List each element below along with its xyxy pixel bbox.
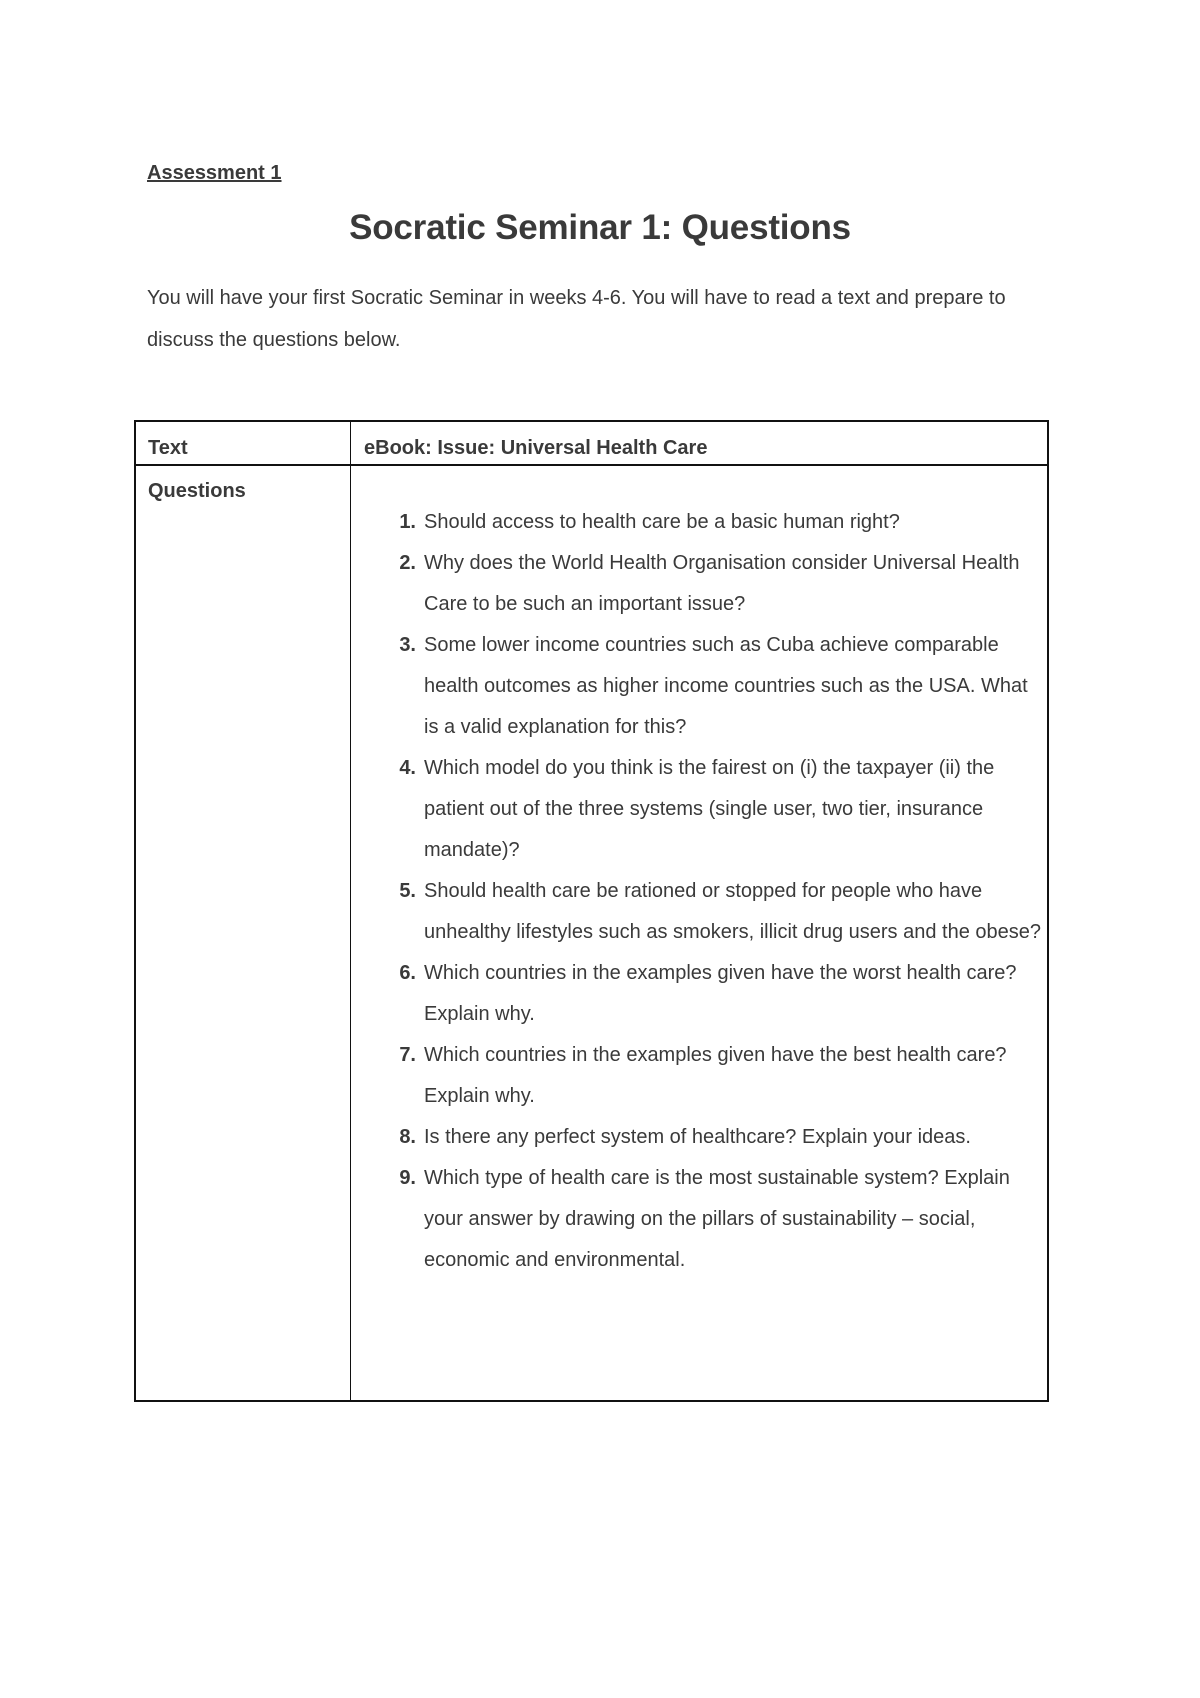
- question-text: Which type of health care is the most sustainable system? Explain your answer by drawing on the pillars of sustainability – social, economic and environmental.: [424, 1167, 1010, 1271]
- question-number: 4.: [399, 757, 416, 779]
- question-text: Why does the World Health Organisation consider Universal Health Care to be such an important issue?: [424, 552, 1020, 615]
- question-text: Which countries in the examples given have the worst health care? Explain why.: [424, 962, 1017, 1025]
- question-text: Should health care be rationed or stopped for people who have unhealthy lifestyles such as smokers, illicit drug users and the obese?: [424, 880, 1041, 943]
- questions-label: Questions: [148, 480, 246, 502]
- questions-list: [362, 502, 1042, 1281]
- list-item: [362, 543, 1042, 625]
- question-number: 6.: [399, 962, 416, 984]
- question-text: Some lower income countries such as Cuba achieve comparable health outcomes as higher income countries such as the USA. What is a valid explanation for this?: [424, 634, 1028, 738]
- question-text: Which countries in the examples given have the best health care? Explain why.: [424, 1044, 1007, 1107]
- table-row-divider: [136, 464, 1047, 466]
- page-title: Socratic Seminar 1: Questions: [349, 208, 851, 247]
- list-item: [362, 502, 1042, 543]
- question-number: 5.: [399, 880, 416, 902]
- question-number: 2.: [399, 552, 416, 574]
- assessment-label: Assessment 1: [147, 162, 282, 184]
- text-label: Text: [148, 437, 188, 459]
- list-item: [362, 1117, 1042, 1158]
- question-text: Is there any perfect system of healthcare? Explain your ideas.: [424, 1126, 971, 1148]
- list-item: [362, 625, 1042, 748]
- list-item: [362, 953, 1042, 1035]
- question-number: 7.: [399, 1044, 416, 1066]
- list-item: [362, 871, 1042, 953]
- text-value: eBook: Issue: Universal Health Care: [364, 437, 708, 459]
- table-column-divider: [350, 422, 351, 1400]
- list-item: [362, 748, 1042, 871]
- question-text: Which model do you think is the fairest on (i) the taxpayer (ii) the patient out of the three systems (single user, two tier, insurance mandate)?: [424, 757, 995, 861]
- question-text: Should access to health care be a basic human right?: [424, 511, 900, 533]
- question-number: 3.: [399, 634, 416, 656]
- question-number: 1.: [399, 511, 416, 533]
- list-item: [362, 1035, 1042, 1117]
- intro-paragraph: You will have your first Socratic Seminar in weeks 4-6. You will have to read a text and prepare to discuss the questions below.: [147, 287, 1006, 351]
- list-item: [362, 1158, 1042, 1281]
- question-number: 8.: [399, 1126, 416, 1148]
- seminar-table: [134, 420, 1049, 1402]
- question-number: 9.: [399, 1167, 416, 1189]
